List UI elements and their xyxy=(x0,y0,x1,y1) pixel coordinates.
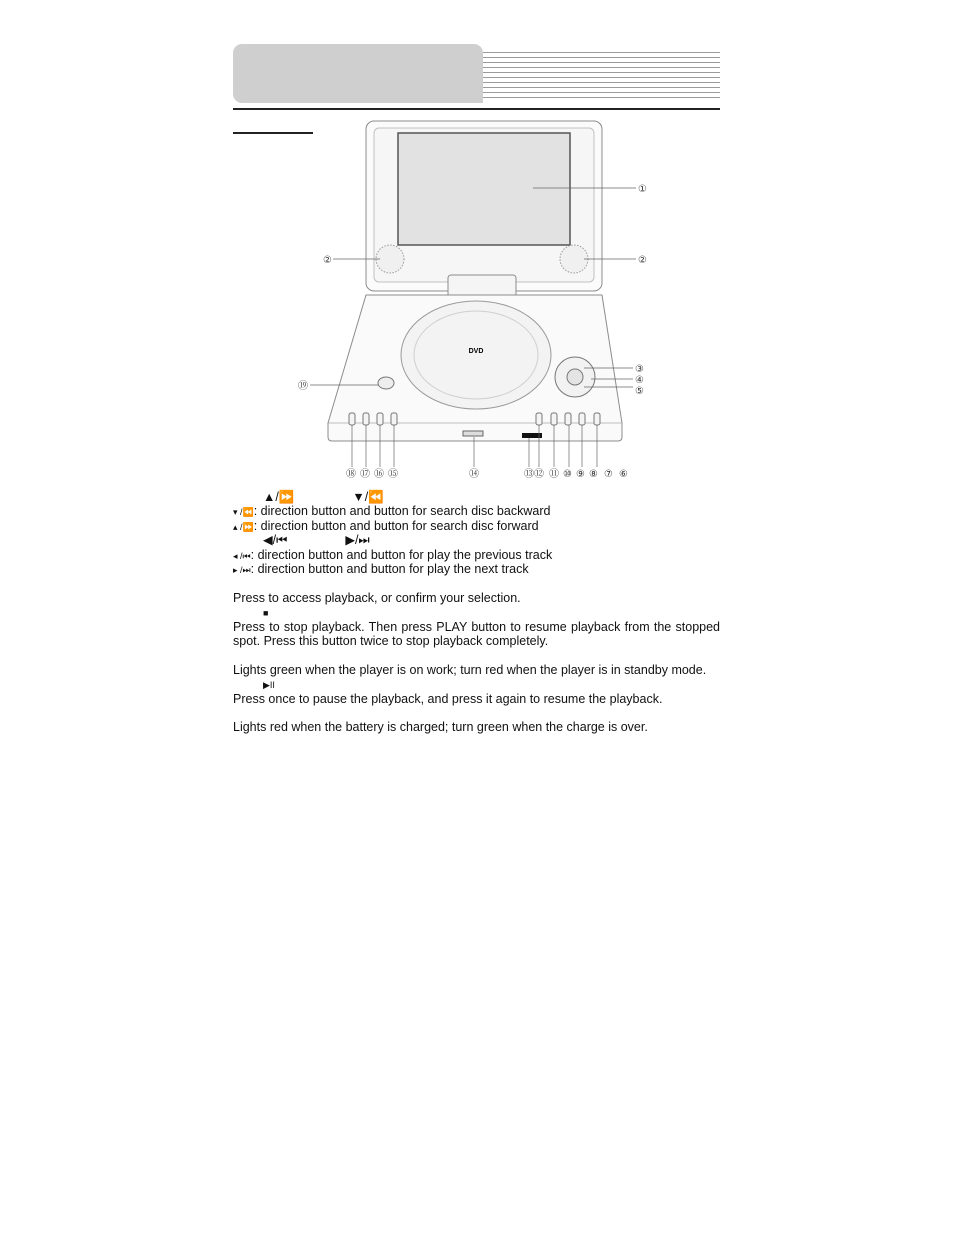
charge-desc: Lights red when the battery is charged; turn green when the charge is over. xyxy=(233,720,648,735)
right-next-icon: ▶/⏭ xyxy=(345,533,370,548)
callout-12: ⑫ xyxy=(534,469,544,480)
lcd-screen xyxy=(398,133,570,245)
callout-5: ⑤ xyxy=(635,386,644,397)
speaker-right xyxy=(560,245,588,273)
dvd-player-illustration xyxy=(288,115,668,487)
callout-16: ⑯ xyxy=(374,469,384,480)
callout-11: ⑪ xyxy=(549,469,559,480)
up-forward-icon: ▴ /⏩ xyxy=(233,521,254,532)
disc-cover xyxy=(401,301,551,409)
callout-18: ⑱ xyxy=(346,469,356,480)
play-pause-icon: ▶II xyxy=(263,680,275,691)
callout-17: ⑰ xyxy=(360,469,370,480)
play-header xyxy=(233,677,720,691)
updown-header xyxy=(233,490,720,504)
up-forward-icon: ▲/⏩ xyxy=(263,490,295,504)
right-desc: ▸ /⏭: direction button and button for play the next track xyxy=(233,561,529,576)
header-divider xyxy=(233,108,720,110)
callout-3: ③ xyxy=(635,364,644,375)
callout-19: ⑲ xyxy=(298,381,308,392)
callout-8: ⑧ xyxy=(589,469,598,480)
callout-6: ⑥ xyxy=(619,469,628,480)
left-desc: ◂ /⏮: direction button and button for play the previous track xyxy=(233,547,553,562)
enter-button xyxy=(567,369,583,385)
center-jack xyxy=(463,431,483,436)
left-previous-icon: ◂ /⏮ xyxy=(233,550,251,561)
play-desc: Press once to pause the playback, and press it again to resume the playback. xyxy=(233,691,663,706)
button-descriptions xyxy=(233,490,720,735)
open-button xyxy=(378,377,394,389)
callout-2-right: ② xyxy=(638,255,647,266)
callout-7: ⑦ xyxy=(604,469,613,480)
header-tab xyxy=(233,44,483,103)
header-rules xyxy=(483,52,720,104)
up-desc: ▴ /⏩: direction button and button for search disc forward xyxy=(233,518,539,533)
speaker-left xyxy=(376,245,404,273)
down-backward-icon: ▾ /⏪ xyxy=(233,507,254,518)
leftright-header xyxy=(233,533,720,547)
right-next-icon: ▸ /⏭ xyxy=(233,564,251,575)
stop-icon: ■ xyxy=(263,608,269,619)
callout-2-left: ② xyxy=(323,255,332,266)
callout-1: ① xyxy=(638,184,647,195)
left-previous-icon: ◀/⏮ xyxy=(263,533,288,548)
callout-9: ⑨ xyxy=(576,469,585,480)
callout-14: ⑭ xyxy=(469,469,479,480)
down-desc: ▾ /⏪: direction button and button for search disc backward xyxy=(233,504,551,519)
dvd-logo: DVD xyxy=(468,348,484,355)
enter-desc: Press to access playback, or confirm your selection. xyxy=(233,590,521,605)
callout-10: ⑩ xyxy=(563,469,572,480)
callout-15: ⑮ xyxy=(388,469,398,480)
stop-desc: Press to stop playback. Then press PLAY button to resume playback from the stopped spot. Press this button twice to stop playback completely. xyxy=(233,619,720,648)
power-desc: Lights green when the player is on work; turn red when the player is in standby mode. xyxy=(233,662,707,677)
callout-4: ④ xyxy=(635,375,644,386)
down-backward-icon: ▼/⏪ xyxy=(352,490,384,504)
callout-13: ⑬ xyxy=(524,469,534,480)
stop-header xyxy=(233,605,720,619)
